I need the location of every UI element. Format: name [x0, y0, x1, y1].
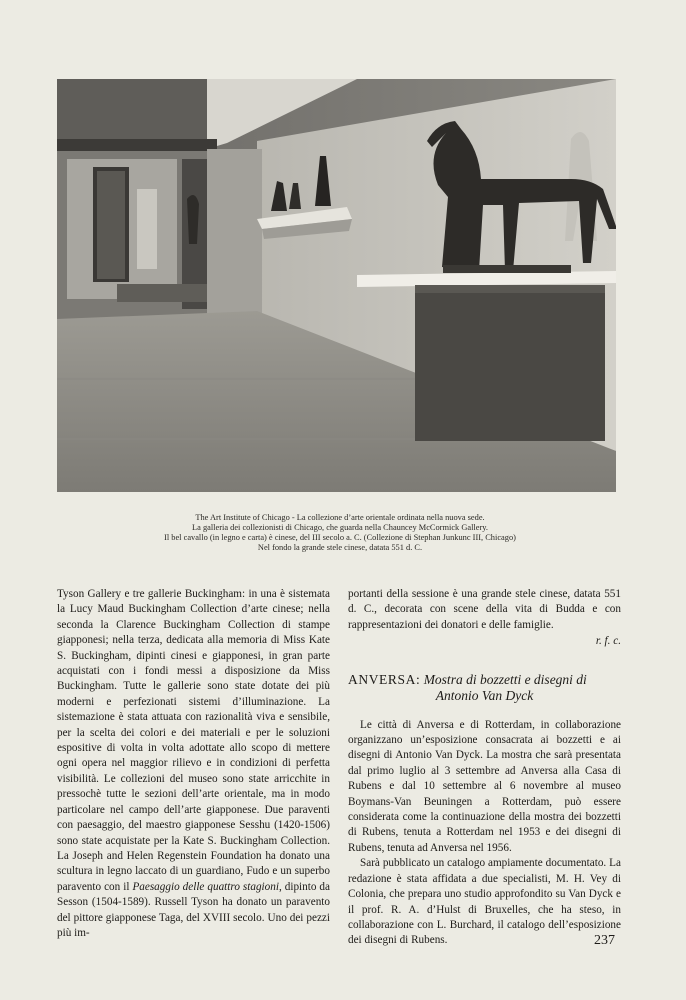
left-paragraph-text-end: , dipinto da Sesson (1504-1589). Russell Tyson ha donato un paravento del pittore giapponese Taga, del XVIII secolo. Uno dei pezzi più im- [57, 880, 330, 939]
caption-line: La galleria dei collezionisti di Chicago, che guarda nella Chauncey McCormick Gallery. [192, 523, 488, 532]
left-paragraph-text: Tyson Gallery e tre gallerie Buckingham: in una è sistemata la Lucy Maud Buckingham Collection d’arte cinese; nella seconda la Clarence Buckingham Collection di stampe giapponesi; nella terza, dedicata alla memoria di Miss Kate S. Buckingham, dipinti cinesi e giapponesi, in gran parte acquistati con i fondi messi a disposizione da Miss Buckingham. Tutte le gallerie sono state dotate dei più moderni e perfezionati sistemi d’illuminazione. La sistemazione è stata attuata con razionalità viva e sensibile, per la scelta dei colori e dei materiali e per le soluzioni espositive di volta in volta adottate allo scopo di mettere ogni opera nel maggior rilievo e in condizioni di perfetta visibilità. Le collezioni del museo sono state arricchite in pressochè tutte le sezioni dell’arte orientale, ma in modo particolare nel campo dell’arte giapponese. Due paraventi con paesaggio, del maestro giapponese Sesshu (1420-1506) sono state acquistate per la Kate S. Buckingham Collection. La Joseph and Helen Regenstein Foundation ha donato una scultura in legno laccato di un guardiano, Fudo e un superbo paravento con il [57, 588, 330, 893]
page-number: 237 [594, 933, 615, 948]
left-paragraph [57, 587, 330, 941]
gallery-photo [57, 79, 616, 492]
left-column [57, 587, 330, 941]
section-heading [348, 672, 621, 704]
caption-line: Il bel cavallo (in legno e carta) è cinese, del III secolo a. C. (Collezione di Stephan Junkunc III, Chicago) [164, 533, 516, 542]
gallery-photo-illustration [57, 79, 616, 492]
right-paragraph-continuation: portanti della sessione è una grande stele cinese, datata 551 d. C., decorata con scene della vita di Budda e con rappresentazioni dei donatori e delle famiglie. [348, 588, 621, 631]
painting-title: Paesaggio delle quattro stagioni [132, 880, 279, 893]
heading-place: ANVERSA: [348, 671, 421, 687]
photo-caption [90, 513, 590, 553]
heading-subtitle: Antonio Van Dyck [435, 687, 534, 703]
heading-title: Mostra di bozzetti e disegni di [423, 671, 587, 687]
author-signature: r. f. c. [595, 635, 621, 648]
article-paragraph: Sarà pubblicato un catalogo ampiamente documentato. La redazione è stata affidata a due specialisti, M. H. Vey di Colonia, che prepara uno studio approfondito su Van Dyck e il prof. R. A. d’Hulst di Bruxelles, che ha steso, in collaborazione con L. Burchard, il catalogo dell’esposizione dei disegni di Rubens. [348, 857, 621, 947]
right-column [348, 587, 621, 949]
caption-line: Nel fondo la grande stele cinese, datata 551 d. C. [257, 543, 423, 552]
article-paragraph: Le città di Anversa e di Rotterdam, in collaborazione organizzano un’esposizione consacrata ai bozzetti e ai disegni di Antonio Van Dyck. La mostra che sarà presentata dal primo luglio al 3 settembre ad Anversa alla Casa di Rubens e dal 10 settembre al 6 novembre al museo Boymans-Van Beuningen a Rotterdam, può essere considerata come la continuazione della mostra dei bozzetti di Rubens, tenuta a Rotterdam nel 1953 e dei disegni di Rubens, tenuta ad Anversa nel 1956. [348, 718, 621, 854]
caption-line: The Art Institute of Chicago - La collezione d’arte orientale ordinata nella nuova sede. [195, 513, 485, 522]
